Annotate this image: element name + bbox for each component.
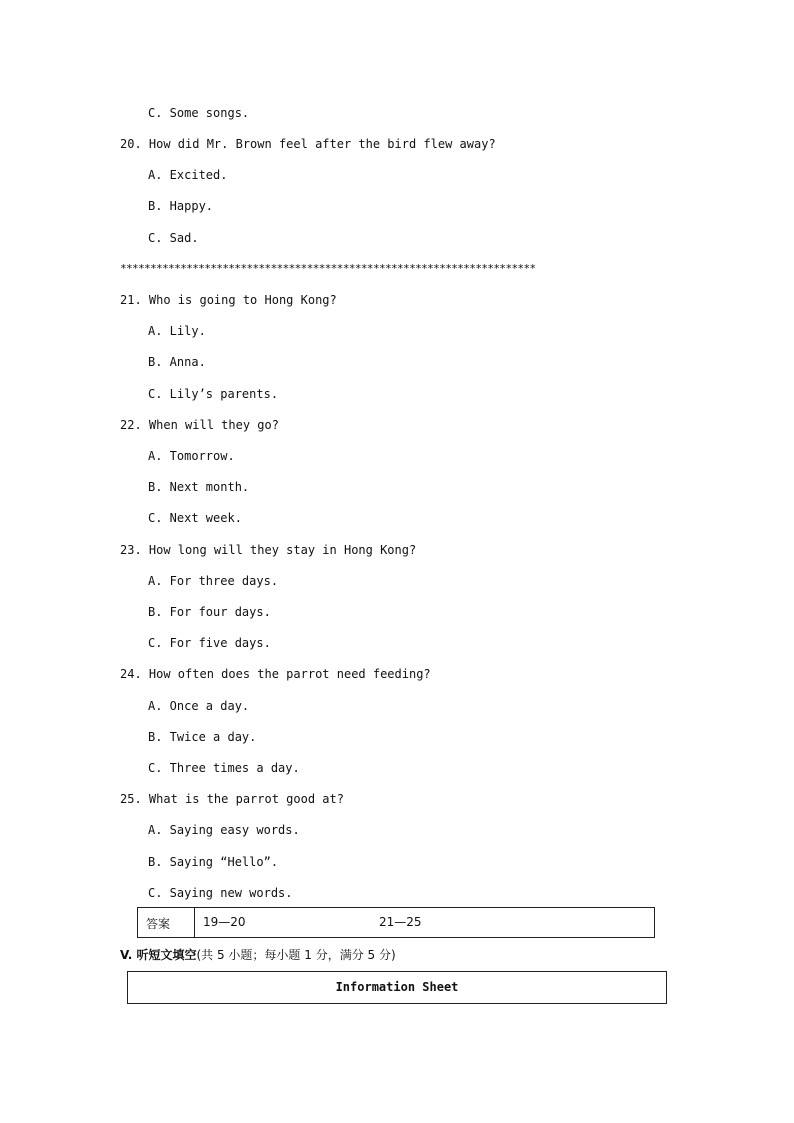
answer-range-19-20[interactable]: 19—20 (203, 915, 246, 929)
section-5-title (120, 947, 396, 963)
q24-option-a: A. Once a day. (148, 699, 250, 713)
q20-option-b: B. Happy. (148, 199, 214, 213)
question-22: 22. When will they go? (120, 418, 279, 432)
q20-option-c: C. Sad. (148, 231, 199, 245)
q24-option-b: B. Twice a day. (148, 730, 257, 744)
q25-option-c: C. Saying new words. (148, 886, 293, 900)
q25-option-a: A. Saying easy words. (148, 823, 300, 837)
q23-option-c: C. For five days. (148, 636, 271, 650)
section-5-heading: V. 听短文填空 (120, 948, 197, 962)
question-24: 24. How often does the parrot need feeding? (120, 667, 431, 681)
q23-option-a: A. For three days. (148, 574, 279, 588)
q23-option-b: B. For four days. (148, 605, 271, 619)
answer-divider (194, 908, 195, 937)
answer-label: 答案 (146, 917, 171, 931)
q19-option-c: C. Some songs. (148, 106, 250, 120)
answer-table (137, 907, 655, 938)
information-sheet-header (127, 971, 667, 1004)
q24-option-c: C. Three times a day. (148, 761, 300, 775)
information-sheet-title: Information Sheet (335, 980, 459, 994)
question-21: 21. Who is going to Hong Kong? (120, 293, 337, 307)
separator-line: ********************************************************************* (120, 262, 536, 275)
question-25: 25. What is the parrot good at? (120, 792, 344, 806)
section-5-scoring: (共 5 小题；每小题 1 分，满分 5 分) (196, 948, 396, 962)
answer-range-21-25[interactable]: 21—25 (379, 915, 422, 929)
question-20: 20. How did Mr. Brown feel after the bird flew away? (120, 137, 496, 151)
q21-option-a: A. Lily. (148, 324, 206, 338)
q21-option-c: C. Lily’s parents. (148, 387, 279, 401)
q22-option-c: C. Next week. (148, 511, 242, 525)
q22-option-a: A. Tomorrow. (148, 449, 235, 463)
q21-option-b: B. Anna. (148, 355, 206, 369)
q25-option-b: B. Saying “Hello”. (148, 855, 279, 869)
question-23: 23. How long will they stay in Hong Kong? (120, 543, 417, 557)
q20-option-a: A. Excited. (148, 168, 228, 182)
q22-option-b: B. Next month. (148, 480, 250, 494)
